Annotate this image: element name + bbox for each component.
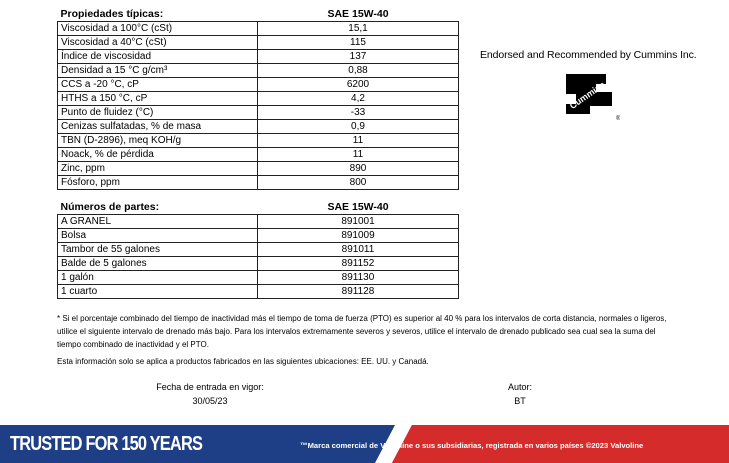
part-row — [58, 215, 459, 229]
property-label: Índice de viscosidad — [58, 50, 258, 64]
footnote: * Si el porcentaje combinado del tiempo de inactividad más el tiempo de toma de fuerza (PTO) es superior al 40 % para los intervalos de corta distancia, normales o ligeros, utilice el siguiente intervalo de drenado más bajo. Para los intervalos extremamente severos y severos, utilice el intervalo de drenado publicado sea cual sea la suma del tiempo combinado de inactividad y el PTO. — [57, 314, 667, 349]
property-row — [58, 22, 459, 36]
effective-date-value: 30/05/23 — [192, 396, 228, 406]
property-value: 15,1 — [258, 22, 459, 36]
property-label: Zinc, ppm — [58, 162, 258, 176]
property-label: TBN (D-2896), meq KOH/g — [58, 134, 258, 148]
part-value: 891128 — [258, 285, 459, 299]
author-label: Autor: — [507, 382, 532, 392]
parts-header-grade: SAE 15W-40 — [327, 201, 389, 213]
property-value: 11 — [258, 148, 459, 162]
property-label: Noack, % de pérdida — [58, 148, 258, 162]
property-label: Fósforo, ppm — [58, 176, 258, 190]
property-row — [58, 148, 459, 162]
properties-header-label: Propiedades típicas: — [60, 8, 164, 20]
effective-date-label: Fecha de entrada en vigor: — [156, 382, 264, 392]
part-label: Tambor de 55 galones — [58, 243, 258, 257]
part-value: 891009 — [258, 229, 459, 243]
property-row — [58, 162, 459, 176]
property-row — [58, 106, 459, 120]
property-label: Cenizas sulfatadas, % de masa — [58, 120, 258, 134]
property-row — [58, 78, 459, 92]
footer-banner — [0, 425, 729, 463]
property-row — [58, 92, 459, 106]
property-value: 890 — [258, 162, 459, 176]
part-label: 1 cuarto — [58, 285, 258, 299]
property-label: Punto de fluidez (°C) — [58, 106, 258, 120]
property-label: Densidad a 15 °C g/cm³ — [58, 64, 258, 78]
properties-header-grade: SAE 15W-40 — [327, 8, 389, 20]
property-value: 11 — [258, 134, 459, 148]
cummins-logo-text: Cummins — [567, 79, 608, 112]
properties-table — [57, 8, 459, 190]
property-value: 0,9 — [258, 120, 459, 134]
effective-date — [145, 380, 275, 408]
part-row — [58, 285, 459, 299]
footer-tagline: TRUSTED FOR 150 YEARS — [10, 433, 203, 455]
part-label: A GRANEL — [58, 215, 258, 229]
property-row — [58, 50, 459, 64]
parts-header-label: Números de partes: — [60, 201, 160, 213]
properties-header-row — [58, 8, 459, 22]
property-value: 115 — [258, 36, 459, 50]
property-value: -33 — [258, 106, 459, 120]
part-row — [58, 257, 459, 271]
property-value: 0,88 — [258, 64, 459, 78]
parts-header-row — [58, 201, 459, 215]
author-value: BT — [514, 396, 526, 406]
property-row — [58, 36, 459, 50]
property-value: 6200 — [258, 78, 459, 92]
part-label: Balde de 5 galones — [58, 257, 258, 271]
property-value: 4,2 — [258, 92, 459, 106]
part-label: 1 galón — [58, 271, 258, 285]
locations-note: Esta información solo se aplica a productos fabricados en las siguientes ubicaciones: EE. UU. y Canadá. — [57, 357, 429, 366]
property-value: 137 — [258, 50, 459, 64]
footer-trademark: ™Marca comercial de Valvoline o sus subsidiarias, registrada en varios países ©2023 Valvoline — [300, 441, 644, 450]
part-row — [58, 271, 459, 285]
property-label: Viscosidad a 100°C (cSt) — [58, 22, 258, 36]
property-row — [58, 64, 459, 78]
parts-table — [57, 201, 459, 299]
property-row — [58, 120, 459, 134]
property-label: CCS a -20 °C, cP — [58, 78, 258, 92]
property-label: Viscosidad a 40°C (cSt) — [58, 36, 258, 50]
property-row — [58, 134, 459, 148]
part-row — [58, 229, 459, 243]
author — [490, 380, 550, 408]
property-label: HTHS a 150 °C, cP — [58, 92, 258, 106]
property-row — [58, 176, 459, 190]
part-value: 891011 — [258, 243, 459, 257]
endorsement-text: Endorsed and Recommended by Cummins Inc. — [480, 49, 697, 61]
property-value: 800 — [258, 176, 459, 190]
cummins-logo-icon — [560, 66, 620, 122]
part-label: Bolsa — [58, 229, 258, 243]
part-row — [58, 243, 459, 257]
registered-mark: ® — [616, 116, 620, 122]
part-value: 891001 — [258, 215, 459, 229]
part-value: 891152 — [258, 257, 459, 271]
part-value: 891130 — [258, 271, 459, 285]
